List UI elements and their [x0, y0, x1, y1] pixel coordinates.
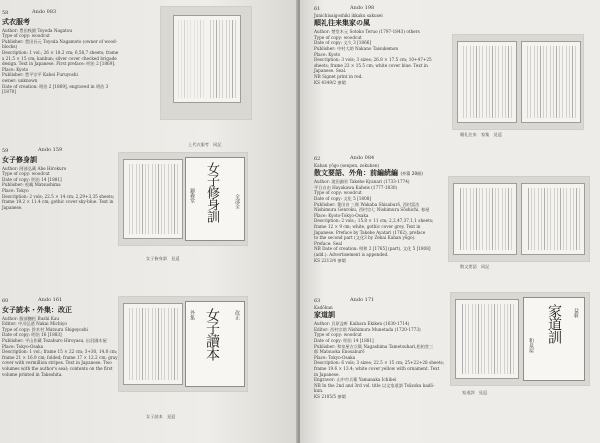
entry-detail-line: Publisher: 豊平宗平 Kahei Furuyoshi [2, 72, 78, 78]
entry-detail-line: volumes with the author's seal; contents on the first [2, 365, 113, 371]
entry-detail-line: KS 2105/5 参閲 [314, 393, 346, 399]
entry-number: 62 [314, 156, 321, 162]
entry-63 [314, 298, 464, 400]
entry-detail-line: Place: Kyoto [314, 51, 341, 57]
entry-detail-line: Date of copy: 明治 14 [1881] [314, 337, 374, 343]
cover-side-text: 錦森堂 [189, 188, 195, 203]
entry-detail-line: Description: 2 vols.; 15.8 × 11 cm; 2,2,47,37,1,1 sheets; [314, 218, 434, 224]
book-cover-image [523, 297, 585, 381]
left-page [0, 0, 298, 443]
entry-title: 式衣服考 [2, 17, 30, 26]
entry-detail-line: to the second part (文化3 by Zekai Kahan yōgo). [314, 235, 416, 241]
entry-detail-line: Preface: Seal [314, 240, 343, 246]
entry-id: Ando 198 [350, 5, 375, 11]
entry-details [314, 321, 464, 399]
entry-detail-line: Publisher: 松嶋 Matsushima [2, 182, 61, 188]
entry-detail-line: Publisher: 葉田音 三郎 Wakaba Shisaburō, 西村富次 [314, 201, 420, 207]
entry-detail-line: Type of copy: 鈴木村 Matsura Shigeyoshi [2, 326, 88, 332]
entry-detail-line: NB Date of creation: 明和 2 [1765] (part), 文化 5 [1808] [314, 246, 431, 252]
entry-detail-line: Editor: 西村宗助 Nishimura Munetada (1720-1773) [314, 326, 421, 332]
entry-detail-line: Publisher: 平山作蔵 Tozaburo Hiroyasu, 出羽國木屋 [2, 337, 107, 343]
plate-caption: 女子修身訓 見返 [146, 256, 180, 261]
entry-detail-line: NB In the 2nd and 3rd vol. title 以文家道訓 Tsūzoku kadō- [314, 382, 435, 388]
entry-details [2, 28, 122, 95]
entry-romanized: Kaban yōgo (senpen, zokuhen) [314, 162, 380, 168]
entry-id: Ando 083 [32, 9, 57, 15]
entry-detail-line: kun. [314, 388, 324, 394]
entry-detail-line: NB Signet print in red. [314, 73, 363, 79]
entry-detail-line: Type of copy: woodcut [314, 332, 362, 338]
open-book-image [457, 41, 517, 123]
entry-detail-line: Nishimura Genroku, 西村宗七 Nishimura Sōshichi, 春屋 [314, 207, 430, 213]
entry-detail-line: in Japanese. [314, 371, 340, 377]
entry-detail-line: Description: 1 vol.; frame 15 × 22 cm; 3+30, 14.8 cm; [2, 349, 118, 355]
entry-details [314, 179, 464, 263]
entry-detail-line: cover with vermillion stripes. Text in Japanese. Two [2, 360, 112, 366]
cover-side-text: 改正 [234, 310, 240, 320]
entry-id: Ando 159 [38, 147, 63, 153]
entry-number: 59 [2, 148, 9, 154]
entry-detail-line: x 21.5 × 15 cm; kanbun; silver cover checked brigade [2, 55, 117, 61]
entry-detail-line: Author: 貝原益軒 Kaibara Ekiken (1630-1714) [314, 321, 410, 327]
open-book-image [123, 303, 183, 385]
entry-detail-line: Place: Kyoto [2, 66, 29, 72]
entry-detail-line: KS 2212/4 参閲 [314, 257, 346, 263]
entry-details [2, 166, 122, 211]
entry-detail-line: Japanese. Seal. [314, 68, 347, 74]
entry-58 [2, 10, 122, 95]
book-plate [118, 152, 248, 246]
entry-title: 家道訓 [314, 311, 335, 320]
entry-detail-line: Japanese. [2, 204, 23, 210]
book-plate [118, 296, 248, 392]
entry-detail-line: Date of copy: 明治 14 [1881] [2, 176, 62, 182]
entry-detail-line: Date of copy: 文化 5 [1808] [314, 195, 372, 201]
entry-detail-line: frame 12 × 9 cm; white, gothic cover grey. Text in [314, 223, 421, 229]
entry-detail-line: Author: 豊田秋園 Toyoda Nagatou [2, 27, 73, 33]
entry-detail-line: Date of copy: 明治 16 [1883] [2, 332, 62, 338]
entry-detail-line: (add.). Advertisement is appended. [314, 251, 389, 257]
entry-detail-line: Type of copy: woodcut [314, 34, 362, 40]
entry-62 [314, 156, 464, 263]
entry-id: Ando 161 [38, 297, 63, 303]
entry-detail-line: Publisher: 和泉屋吉兵衛 Nagashima Tametsuhari,松柏堂三 [314, 343, 434, 349]
entry-detail-line: sheets; frame 23 × 15.5 cm; white cover blue. Text in [314, 62, 428, 68]
open-book-image [123, 159, 183, 239]
entry-number: 58 [2, 10, 9, 16]
entry-detail-line: Place: Kyoto-Tokyo-Osaka [314, 212, 369, 218]
entry-detail-line: Author: 服部撫松 Bushi Kau [2, 315, 60, 321]
entry-title [314, 169, 464, 178]
open-book-image [453, 183, 517, 255]
entry-59 [2, 148, 122, 210]
entry-romanized: Junichisaigoshiki ikkaku sakusei [314, 12, 383, 18]
entry-id: Ando 171 [350, 297, 375, 303]
entry-detail-line: design. Text in Japanese. First preface: 明治 2 [1869]. [2, 61, 116, 67]
book-plate [448, 176, 590, 262]
entry-details [2, 316, 126, 378]
entry-title: 順礼往来集家の風 [314, 19, 370, 28]
entry-detail-line: Type of copy: woodcut [2, 171, 50, 177]
entry-detail-line: Engraver: 山中市兵衛 Yamanaka Ichibei [314, 377, 397, 383]
entry-title-note: (外篇 20冊) [400, 171, 423, 177]
entry-detail-line: owner: unknown [2, 77, 38, 83]
entry-detail-line: 郎 Matsuoka Enosaburō [314, 349, 365, 355]
entry-detail-line: Editor: 中川弘道 Nakai Michiyo [2, 321, 67, 327]
entry-number: 63 [314, 298, 321, 304]
plate-caption: 散文要語 同記 [460, 264, 490, 269]
entry-detail-line: Publisher: 豊田長元 Toyoda Nagamoto (owner of wood- [2, 38, 118, 44]
entry-detail-line: [1870] [2, 89, 16, 95]
entry-detail-line: frame 21 × 16.9 cm; folded; frame 17 × 12.2 cm; gray [2, 354, 118, 360]
entry-detail-line: Place: Tokyo-Osaka [2, 343, 44, 349]
book-plate [452, 34, 584, 130]
cover-side-text: 外集 [189, 310, 195, 320]
open-book-image [455, 299, 519, 379]
entry-id: Ando 084 [350, 155, 375, 161]
open-book-image [173, 15, 241, 103]
entry-number: 60 [2, 298, 9, 304]
entry-title-main: 散文要語、外角：前編続編 [314, 169, 398, 178]
cover-side-text: 和泉屋 [528, 338, 534, 353]
book-cover-image [185, 157, 245, 241]
plate-caption: 女子読本 見返 [146, 414, 176, 419]
entry-romanized: Kadōkun [314, 304, 333, 310]
entry-61 [314, 6, 464, 85]
entry-detail-line: Place: Tokyo-Osaka [314, 354, 356, 360]
entry-60 [2, 298, 126, 377]
entry-detail-line: Date of copy: 文久 3 [1866] [314, 40, 372, 46]
plate-caption: 家道訓 見返 [462, 390, 488, 395]
cover-title: 女子讀本 [204, 308, 220, 360]
entry-detail-line: Publisher: 中村大助 Nakano Taisukemon [314, 45, 399, 51]
entry-title: 女子読本・外集：改正 [2, 305, 72, 314]
entry-detail-line: Type of copy: woodcut [314, 190, 362, 196]
right-page [300, 0, 600, 443]
open-book-image [521, 183, 585, 255]
entry-detail-line: 平日自由 Hayakawa Kaheis (1777-1830) [314, 184, 398, 190]
entry-title: 女子修身訓 [2, 155, 37, 164]
book-plate [450, 292, 590, 386]
entry-detail-line: frame 19.2 × 11.4 cm; gothic cover sky-blue. Text in [2, 199, 114, 205]
entry-detail-line: Date of creation: 明治 2 [1869], engraved in 明治 3 [2, 83, 109, 89]
entry-details [314, 29, 464, 85]
cover-side-text: 益軒 [573, 308, 579, 318]
entry-detail-line: Place: Tokyo [2, 187, 29, 193]
cover-title: 家道訓 [546, 304, 562, 343]
entry-detail-line: Description: 6 vols; 3 sizes; 22.5 × 15 cm; 25+22+28 sheets; [314, 360, 445, 366]
cover-title: 女子修身訓 [204, 162, 219, 222]
entry-detail-line: Author: 阿部弘蔵 Abe Hirokuro [2, 165, 67, 171]
open-book-image [521, 41, 581, 123]
entry-detail-line: frame 19.6 × 13.4; white cover yellow with ornament. Text [314, 365, 440, 371]
book-plate [160, 6, 252, 120]
entry-detail-line: Type of copy: woodcut [2, 33, 50, 39]
entry-number: 61 [314, 6, 321, 12]
entry-detail-line: volume printed in Takeshita. [2, 371, 63, 377]
entry-detail-line: Author: 楚堂木元 Sotoko Teruo (1797-1843) others [314, 29, 420, 35]
entry-detail-line: blocks) [2, 44, 18, 50]
plate-caption: 上代衣服考 同記 [188, 142, 222, 147]
entry-detail-line: Japanese. Preface by Takebe Ayatari (1762), preface [314, 229, 426, 235]
book-cover-image [185, 301, 245, 387]
entry-detail-line: Description: 2 vols; 22.5 × 14 cm; 2,29+3,35 sheets; [2, 193, 115, 199]
entry-detail-line: Description: 3 vols; 3 sizes; 26.8 × 17.5 cm; 10+47+25 [314, 57, 432, 63]
entry-detail-line: Author: 滝田錦栄 Takehe Kyanari (1733-1774) [314, 179, 410, 185]
plate-caption: 順礼往来 家集 見返 [460, 132, 502, 137]
entry-detail-line: Description: 1 vol.; 26 × 18.2 cm; 6,58,7 sheets; frame [2, 49, 119, 55]
entry-detail-line: KS 4349/2 参閲 [314, 79, 346, 85]
cover-side-text: 全部全 [234, 194, 240, 209]
